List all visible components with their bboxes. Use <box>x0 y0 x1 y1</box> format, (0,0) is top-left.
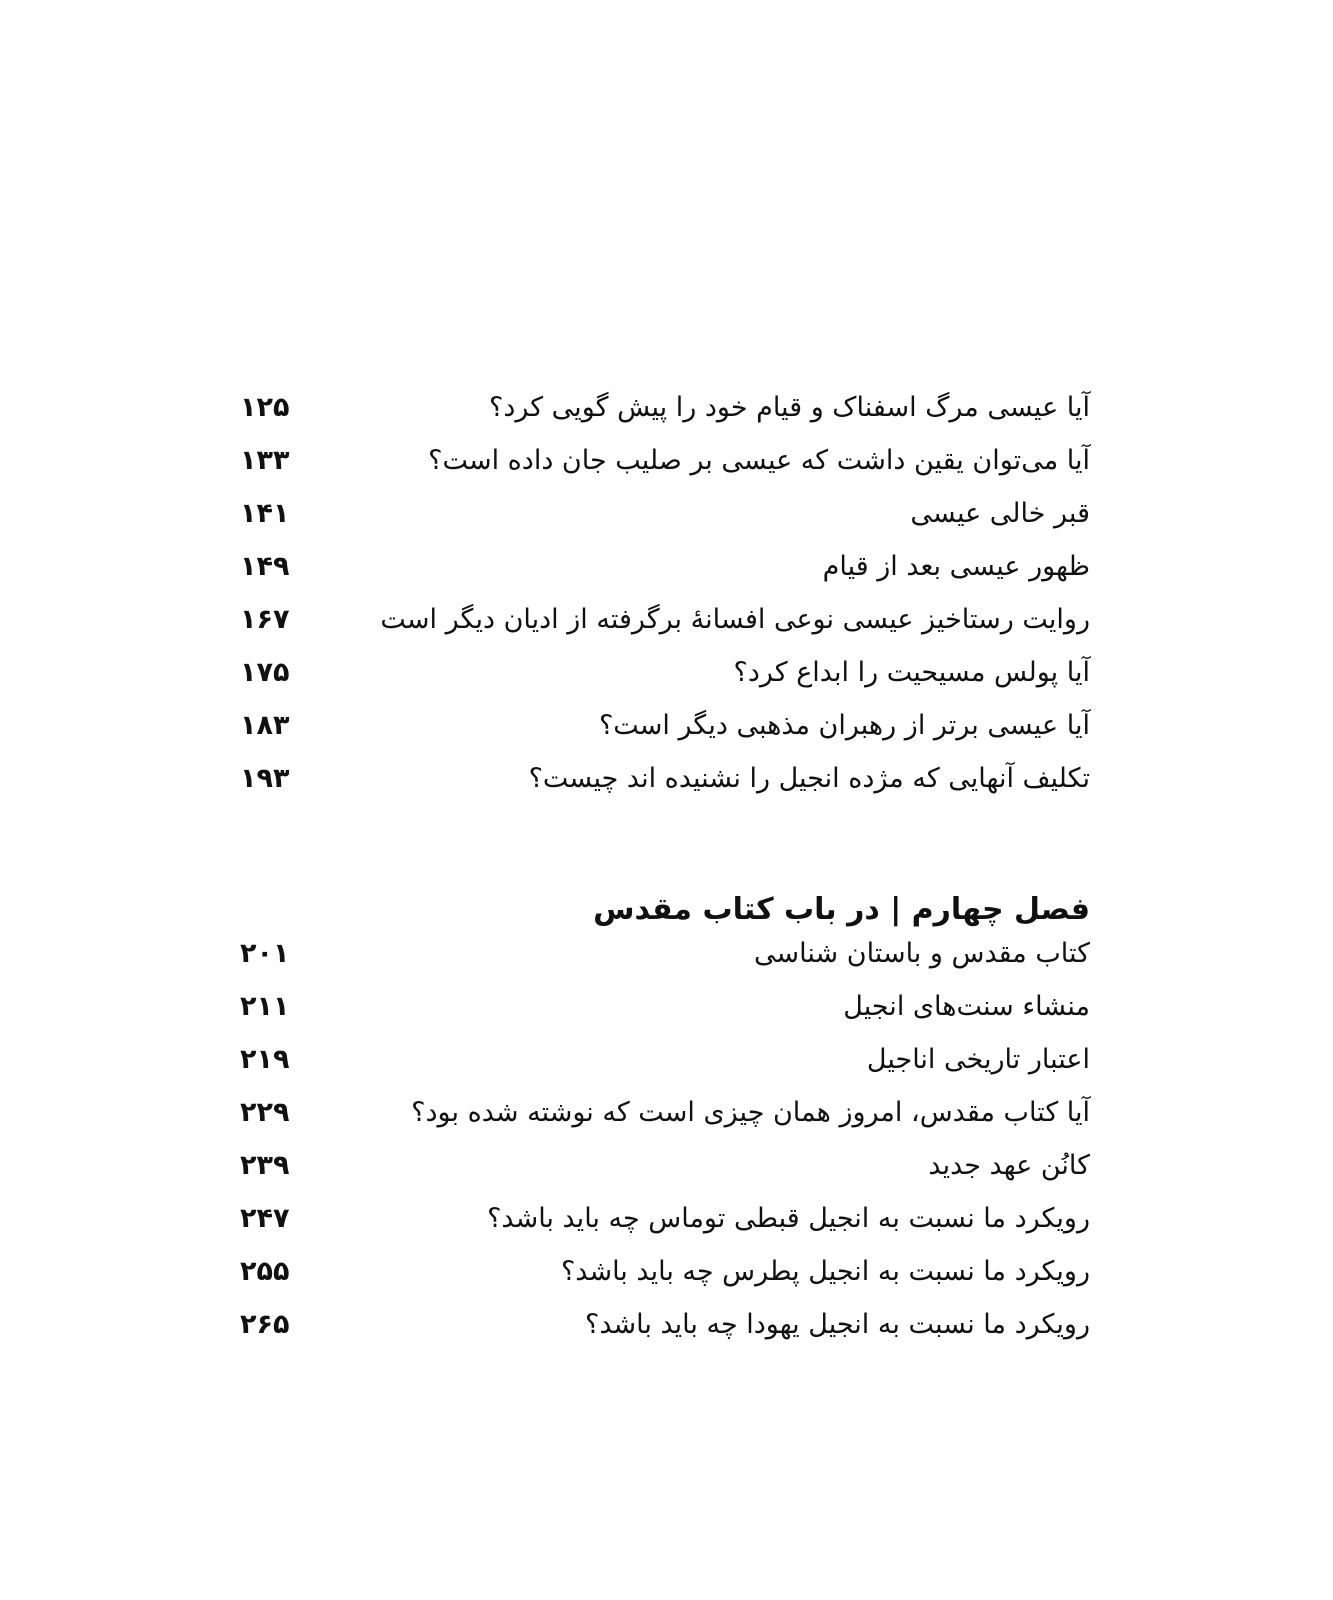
toc-entry-title: آیا عیسی برتر از رهبران مذهبی دیگر است؟ <box>598 710 1090 741</box>
toc-entry-page: ۱۸۳ <box>240 710 290 741</box>
toc-entry-page: ۲۵۵ <box>240 1256 290 1287</box>
toc-entry-title: رویکرد ما نسبت به انجیل قبطی توماس چه باید باشد؟ <box>487 1203 1090 1234</box>
toc-entry-title: رویکرد ما نسبت به انجیل یهودا چه باید باشد؟ <box>585 1309 1090 1340</box>
toc-entry-title: کانُن عهد جدید <box>928 1150 1090 1181</box>
toc-entry <box>240 1088 1090 1138</box>
toc-entry-page: ۱۴۹ <box>240 551 290 582</box>
chapter-heading: فصل چهارم | در باب کتاب مقدس <box>593 892 1090 927</box>
toc-entry-page: ۲۱۹ <box>240 1044 290 1075</box>
toc-entry <box>240 489 1090 539</box>
toc-entry <box>240 982 1090 1032</box>
toc-entry <box>240 1247 1090 1297</box>
toc-entry-page: ۱۷۵ <box>240 657 290 688</box>
toc-entry-title: ظهور عیسی بعد از قیام <box>822 551 1090 582</box>
toc-entry-page: ۱۲۵ <box>240 392 290 423</box>
toc-entry-page: ۱۹۳ <box>240 763 290 794</box>
toc-entry-page: ۲۱۱ <box>240 991 290 1022</box>
toc-entry-title: تکلیف آنهایی که مژده انجیل را نشنیده اند چیست؟ <box>528 763 1090 794</box>
toc-entry-page: ۱۴۱ <box>240 498 290 529</box>
toc-entry-title: اعتبار تاریخی اناجیل <box>866 1044 1090 1075</box>
toc-entry-title: روایت رستاخیز عیسی نوعی افسانهٔ برگرفته از ادیان دیگر است <box>380 604 1090 635</box>
toc-entry-title: منشاء سنت‌های انجیل <box>843 991 1090 1022</box>
toc-entry-title: آیا عیسی مرگ اسفناک و قیام خود را پیش گویی کرد؟ <box>488 392 1090 423</box>
toc-entry <box>240 754 1090 804</box>
toc-entry <box>240 436 1090 486</box>
toc-entry <box>240 929 1090 979</box>
toc-entry-page: ۲۳۹ <box>240 1150 290 1181</box>
toc-entry <box>240 595 1090 645</box>
toc-entry-page: ۲۰۱ <box>240 938 290 969</box>
toc-entry-title: آیا کتاب مقدس، امروز همان چیزی است که نوشته شده بود؟ <box>411 1097 1090 1128</box>
toc-entry <box>240 701 1090 751</box>
toc-entry-page: ۱۳۳ <box>240 445 290 476</box>
toc-entry-title: رویکرد ما نسبت به انجیل پطرس چه باید باشد؟ <box>560 1256 1090 1287</box>
toc-entry <box>240 1300 1090 1350</box>
toc-entry <box>240 1194 1090 1244</box>
toc-entry <box>240 1035 1090 1085</box>
toc-entry <box>240 1141 1090 1191</box>
toc-entry-title: کتاب مقدس و باستان شناسی <box>754 938 1090 969</box>
toc-entry-page: ۱۶۷ <box>240 604 290 635</box>
toc-entry-title: آیا می‌توان یقین داشت که عیسی بر صلیب جان داده است؟ <box>428 445 1090 476</box>
toc-entry <box>240 648 1090 698</box>
toc-entry-title: آیا پولس مسیحیت را ابداع کرد؟ <box>733 657 1090 688</box>
toc-entry <box>240 383 1090 433</box>
toc-entry-page: ۲۴۷ <box>240 1203 290 1234</box>
toc-entry-page: ۲۶۵ <box>240 1309 290 1340</box>
toc-entry <box>240 542 1090 592</box>
toc-entry-page: ۲۲۹ <box>240 1097 290 1128</box>
toc-entry-title: قبر خالی عیسی <box>910 498 1090 529</box>
